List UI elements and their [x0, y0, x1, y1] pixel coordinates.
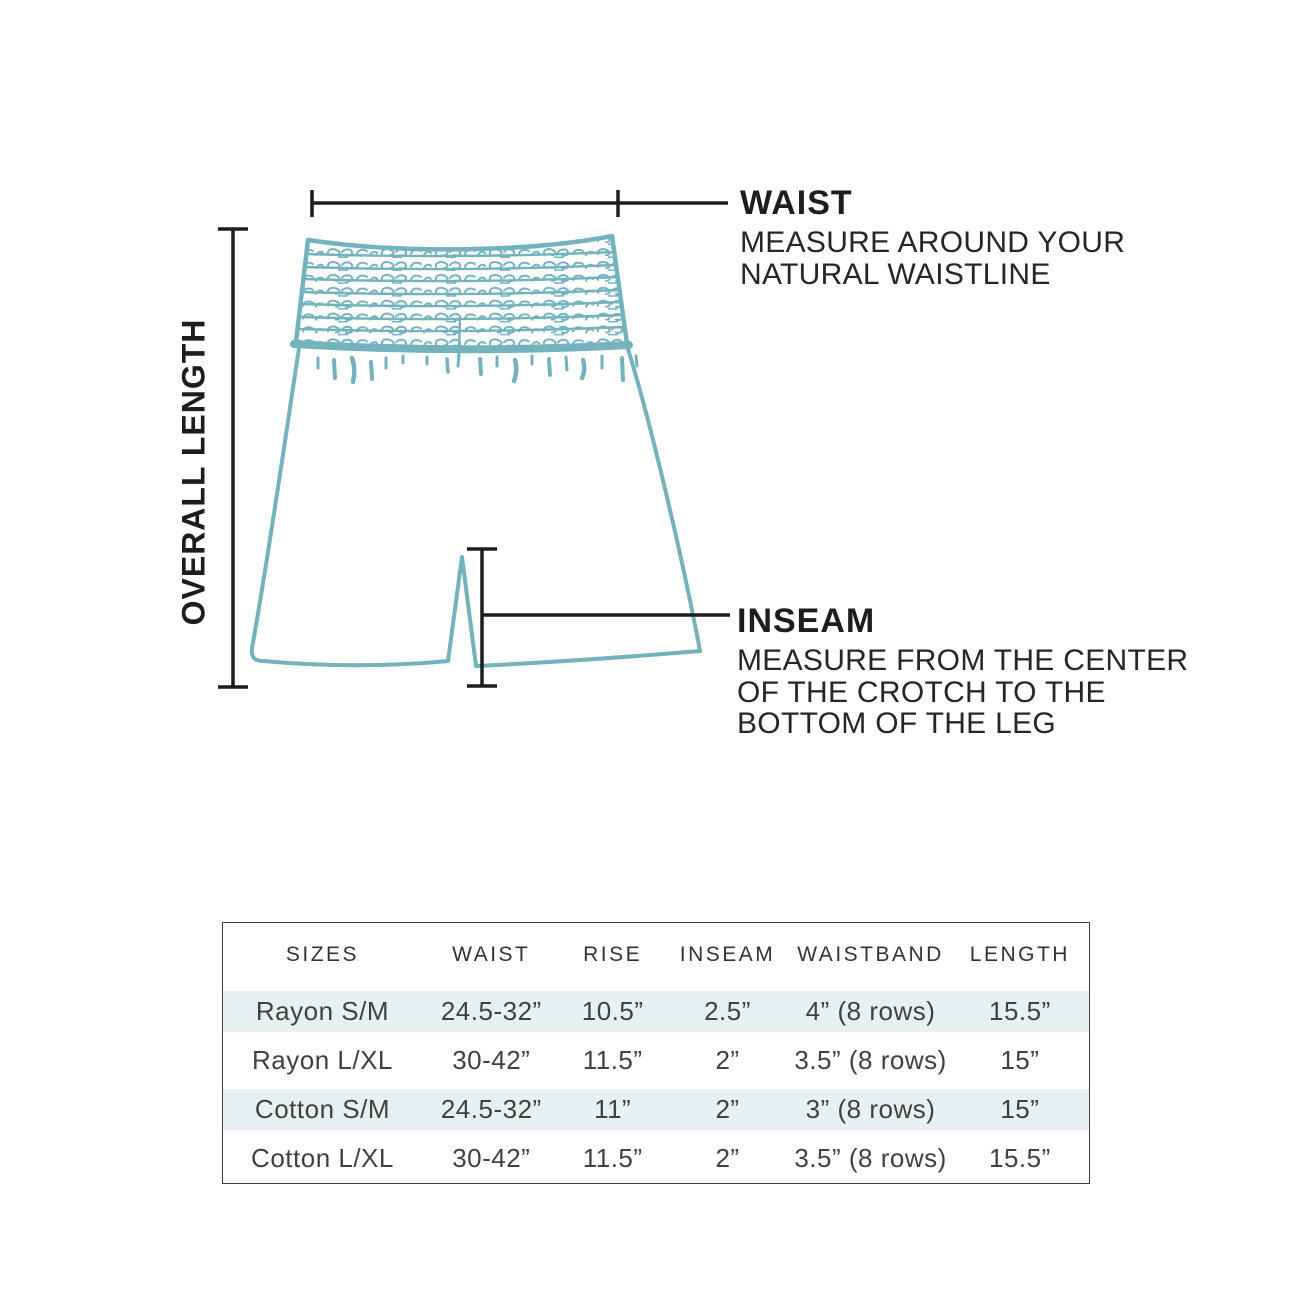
waist-title: WAIST [740, 184, 853, 222]
column-header-sizes: SIZES [285, 943, 360, 966]
inseam-desc-line-3: BOTTOM OF THE LEG [737, 707, 1057, 740]
table-cell: Rayon S/M [223, 987, 422, 1036]
table-cell: 3.5” (8 rows) [794, 1143, 947, 1173]
table-cell: 30-42” [452, 1143, 531, 1173]
shorts-body [252, 348, 700, 666]
table-cell: 3” (8 rows) [790, 1085, 950, 1134]
inseam-desc-line-1: MEASURE FROM THE CENTER [737, 644, 1189, 677]
size-chart-table [222, 922, 1090, 1184]
column-header-length: LENGTH [969, 943, 1070, 966]
waist-desc-line-2: NATURAL WAISTLINE [740, 257, 1051, 291]
table-row-rayon-sm [223, 987, 1090, 1036]
table-cell: 11.5” [582, 1045, 643, 1075]
waist-label [740, 186, 1125, 290]
inseam-label [737, 604, 1188, 740]
inseam-desc-line-2: OF THE CROTCH TO THE [737, 675, 1106, 709]
table-cell: 2” [665, 1085, 791, 1134]
table-row-cotton-sm [223, 1085, 1090, 1134]
table-cell: 2” [715, 1045, 740, 1075]
gather-marks [318, 354, 637, 382]
table-cell: 2.5” [665, 987, 791, 1036]
inseam-description [737, 645, 1188, 740]
table-cell: 24.5-32” [422, 1085, 561, 1134]
waist-measure-line [312, 190, 728, 217]
table-row-rayon-lxl [223, 1036, 1090, 1085]
table-header-row [223, 923, 1090, 988]
table-cell: 2” [715, 1143, 740, 1173]
table-cell: Cotton S/M [223, 1085, 422, 1134]
table-cell: 4” (8 rows) [790, 987, 950, 1036]
overall-length-measure-line [218, 229, 248, 687]
column-header-rise: RISE [583, 943, 643, 966]
overall-length-label: OVERALL LENGTH [175, 318, 212, 626]
table-cell: 10.5” [561, 987, 665, 1036]
shorts-waistband [294, 236, 629, 350]
waist-description [740, 227, 1125, 290]
table-row-cotton-lxl [223, 1134, 1090, 1184]
table-cell: Rayon L/XL [252, 1045, 393, 1075]
table-cell: 15” [1000, 1045, 1040, 1075]
table-cell: 11” [561, 1085, 665, 1134]
column-header-inseam: INSEAM [679, 943, 776, 966]
table-cell: 11.5” [582, 1143, 643, 1173]
table-cell: 15” [951, 1085, 1090, 1134]
table-cell: 24.5-32” [422, 987, 561, 1036]
table-cell: Cotton L/XL [251, 1143, 394, 1173]
waist-desc-line-1: MEASURE AROUND YOUR [740, 226, 1126, 259]
table-cell: 15.5” [988, 1143, 1051, 1173]
column-header-waist: WAIST [452, 943, 531, 966]
table-cell: 30-42” [452, 1045, 531, 1075]
inseam-title: INSEAM [737, 602, 876, 640]
column-header-waistband: WAISTBAND [797, 943, 944, 966]
table-cell: 3.5” (8 rows) [794, 1045, 947, 1075]
table-cell: 15.5” [951, 987, 1090, 1036]
